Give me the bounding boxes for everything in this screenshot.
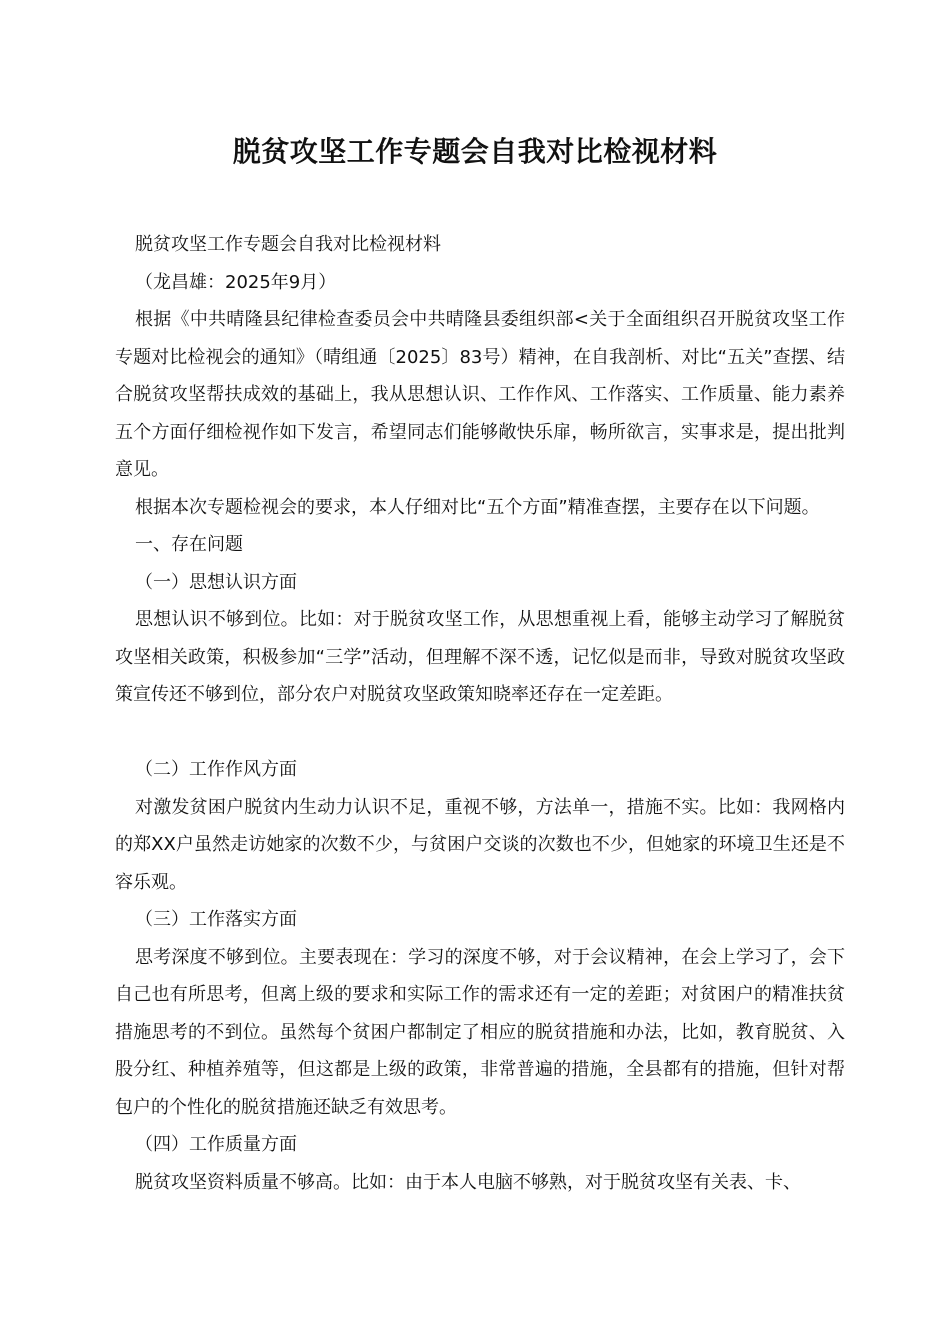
- paragraph-requirement: 根据本次专题检视会的要求，本人仔细对比“五个方面”精准查摆，主要存在以下问题。: [135, 496, 820, 518]
- blank-line: [115, 714, 845, 752]
- paragraph-author-date: （龙昌雄：2025年9月）: [135, 271, 337, 293]
- paragraph-subtitle: 脱贫攻坚工作专题会自我对比检视材料: [135, 234, 441, 255]
- heading-implementation: （三）工作落实方面: [135, 909, 297, 930]
- heading-problems: 一、存在问题: [135, 534, 243, 555]
- paragraph-quality: 脱贫攻坚资料质量不够高。比如：由于本人电脑不够熟，对于脱贫攻坚有关表、卡、: [135, 1171, 801, 1193]
- paragraph-implementation: 思考深度不够到位。主要表现在：学习的深度不够，对于会议精神，在会上学习了，会下自己也有所思考，但离上级的要求和实际工作的需求还有一定的差距；对贫困户的精准扶贫措施思考的不到位。虽然每个贫困户都制定了相应的脱贫措施和办法，比如，教育脱贫、入股分红、种植养殖等，但这都是上级的政策，非常普遍的措施，全县都有的措施，但针对帮包户的个性化的脱贫措施还缺乏有效思考。: [115, 946, 845, 1118]
- heading-ideology: （一）思想认识方面: [135, 571, 297, 593]
- heading-work-style: （二）工作作风方面: [135, 759, 297, 780]
- paragraph-ideology: 思想认识不够到位。比如：对于脱贫攻坚工作，从思想重视上看，能够主动学习了解脱贫攻坚相关政策，积极参加“三学”活动，但理解不深不透，记忆似是而非，导致对脱贫攻坚政策宣传还不够到位，部分农户对脱贫攻坚政策知晓率还存在一定差距。: [115, 609, 845, 705]
- paragraph-work-style: 对激发贫困户脱贫内生动力认识不足，重视不够，方法单一，措施不实。比如：我网格内的郑XX户虽然走访她家的次数不少，与贫困户交谈的次数也不少，但她家的环境卫生还是不容乐观。: [115, 796, 845, 893]
- document-body: [115, 226, 845, 1201]
- heading-quality: （四）工作质量方面: [135, 1134, 297, 1155]
- paragraph-intro: 根据《中共晴隆县纪律检查委员会中共晴隆县委组织部<关于全面组织召开脱贫攻坚工作专题对比检视会的通知》（晴组通〔2025〕83号）精神，在自我剖析、对比“五关”查摆、结合脱贫攻坚帮扶成效的基础上，我从思想认识、工作作风、工作落实、工作质量、能力素养五个方面仔细检视作如下发言，希望同志们能够敞快乐扉，畅所欲言，实事求是，提出批判意见。: [115, 309, 845, 480]
- document-title: 脱贫攻坚工作专题会自我对比检视材料: [232, 135, 718, 168]
